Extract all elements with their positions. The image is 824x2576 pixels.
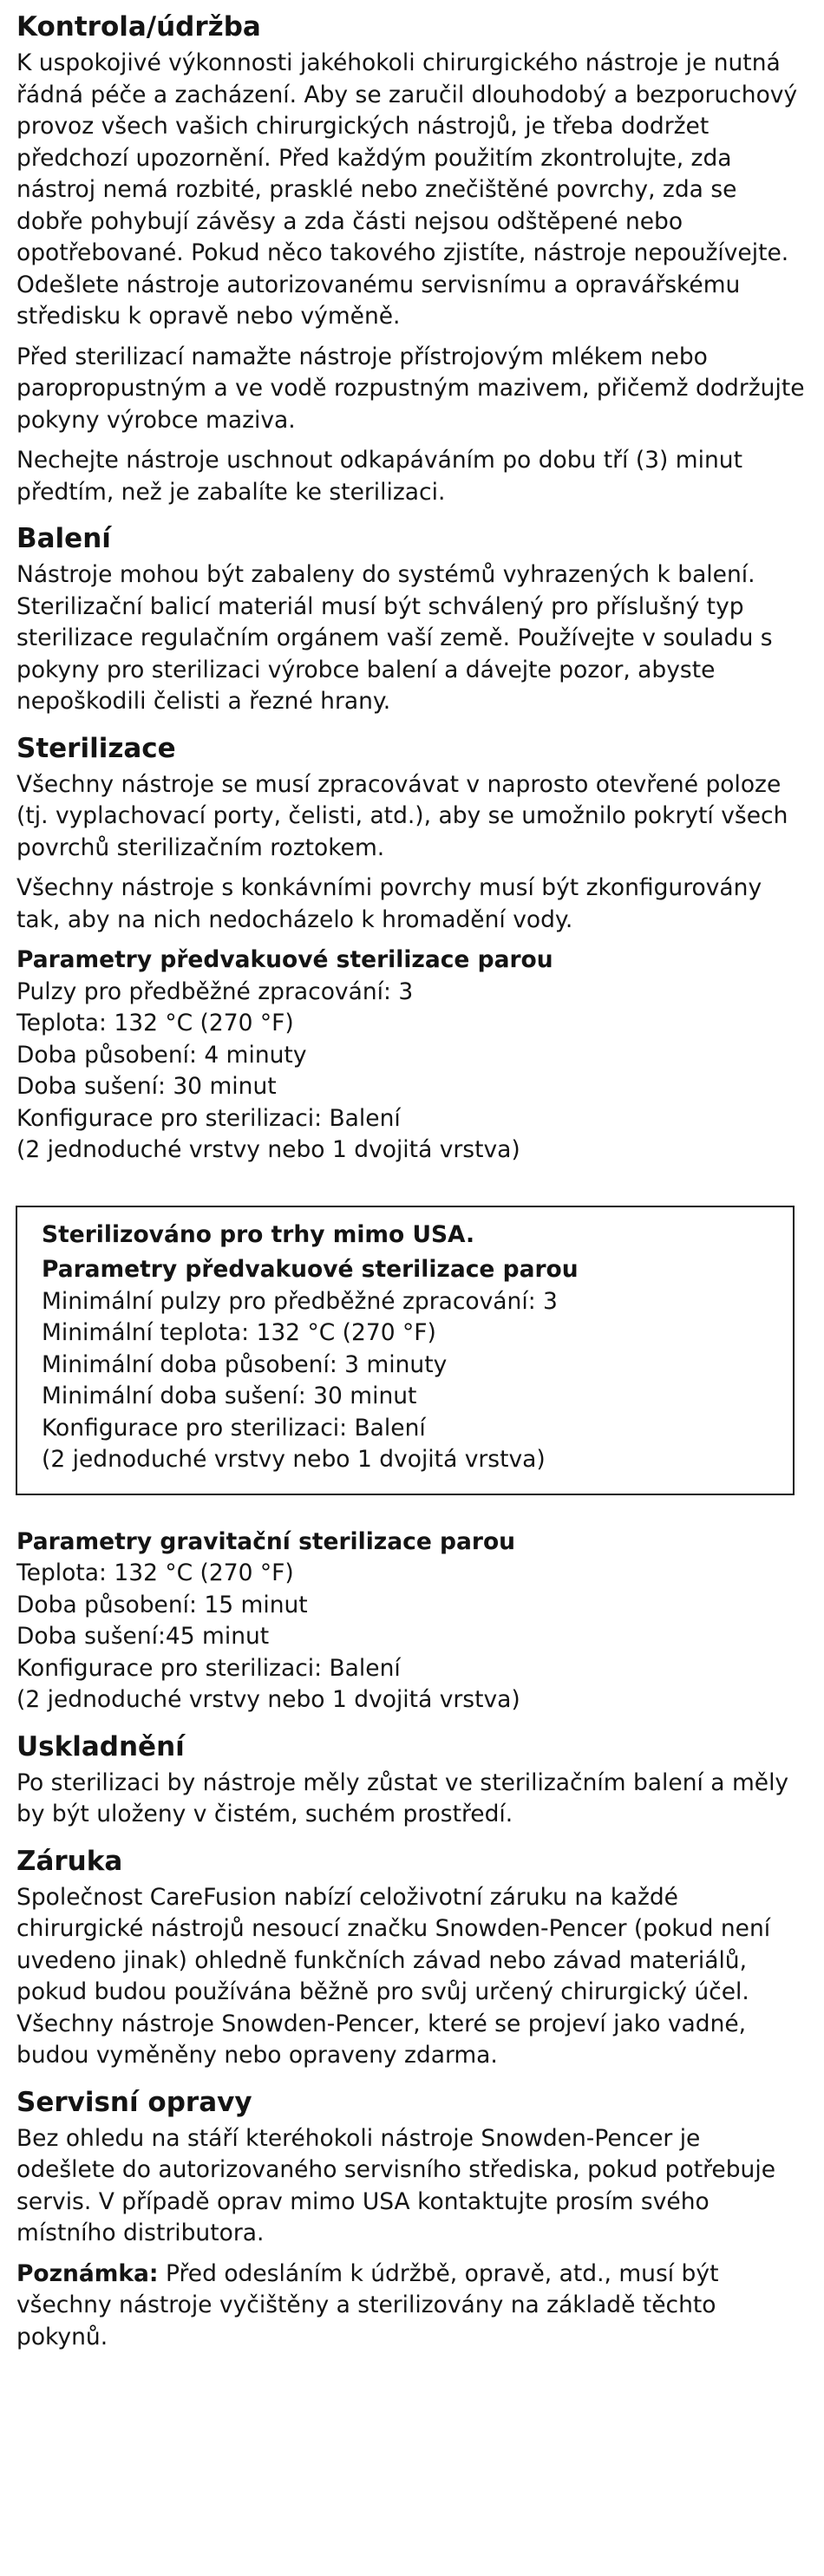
section-heading-storage: Uskladnění: [16, 1730, 185, 1762]
outside-usa-line: Minimální doba sušení: 30 minut: [42, 1383, 417, 1409]
prevacuum-line: Konfigurace pro sterilizaci: Balení: [16, 1104, 401, 1132]
section-heading-packaging: Balení: [16, 523, 111, 554]
document-content: [16, 7, 806, 2353]
prevacuum-parameters: [16, 945, 806, 1167]
section-heading-warranty: Záruka: [16, 1845, 123, 1877]
sterilization-paragraph-2: Všechny nástroje s konkávními povrchy musí být zkonfigurovány tak, aby na nich nedocházelo k hromadění vody.: [16, 874, 762, 933]
storage-paragraph-1: Po sterilizaci by nástroje měly zůstat ve sterilizačním balení a měly by být uloženy v čistém, suchém prostředí.: [16, 1769, 789, 1827]
repair-note: [16, 2259, 806, 2354]
outside-usa-line: Konfigurace pro sterilizaci: Balení: [42, 1414, 426, 1442]
gravity-line: (2 jednoduché vrstvy nebo 1 dvojitá vrstva): [16, 1686, 520, 1713]
gravity-parameters: [16, 1527, 806, 1716]
outside-usa-line: (2 jednoduché vrstvy nebo 1 dvojitá vrstva): [42, 1446, 546, 1473]
outside-usa-title: Sterilizováno pro trhy mimo USA.: [42, 1220, 475, 1248]
section-heading-repair: Servisní opravy: [16, 2086, 252, 2118]
outside-usa-line: Minimální doba působení: 3 minuty: [42, 1350, 448, 1378]
section-storage: [16, 1727, 806, 1831]
sterilization-paragraph-1: Všechny nástroje se musí zpracovávat v naprosto otevřené poloze (tj. vyplachovací porty, čelisti, atd.), aby se umožnilo pokrytí všech povrchů sterilizačním roztokem.: [16, 770, 788, 861]
outside-usa-subtitle: Parametry předvakuové sterilizace parou: [42, 1256, 579, 1283]
prevacuum-line: Doba sušení: 30 minut: [16, 1073, 277, 1100]
prevacuum-line: Pulzy pro předběžné zpracování: 3: [16, 977, 414, 1005]
warranty-paragraph-1: Společnost CareFusion nabízí celoživotní záruku na každé chirurgické nástrojů nesoucí značku Snowden-Pencer (pokud není uvedeno jinak) ohledně funkčních závad nebo závad materiálů, pokud budou používána běžně pro svůj určený chirurgický účel. Všechny nástroje Snowden-Pencer, které se projeví jako vadné, budou vyměněny nebo opraveny zdarma.: [16, 1883, 771, 2069]
section-packaging: [16, 519, 806, 718]
maintenance-paragraph-2: Před sterilizací namažte nástroje přístrojovým mlékem nebo paropropustným a ve vodě rozpustným mazivem, přičemž dodržujte pokyny výrobce maziva.: [16, 343, 805, 434]
outside-usa-line: Minimální pulzy pro předběžné zpracování: 3: [42, 1287, 558, 1315]
gravity-line: Doba sušení:45 minut: [16, 1623, 270, 1650]
outside-usa-line: Minimální teplota: 132 °C (270 °F): [42, 1319, 436, 1346]
gravity-line: Doba působení: 15 minut: [16, 1591, 308, 1618]
outside-usa-box: [16, 1206, 795, 1495]
prevacuum-title: Parametry předvakuové sterilizace parou: [16, 946, 553, 973]
gravity-title: Parametry gravitační sterilizace parou: [16, 1527, 516, 1555]
maintenance-paragraph-3: Nechejte nástroje uschnout odkapáváním po dobu tří (3) minut předtím, než je zabalíte ke sterilizaci.: [16, 447, 742, 506]
section-maintenance: [16, 7, 806, 508]
maintenance-paragraph-1: K uspokojivé výkonnosti jakéhokoli chirurgického nástroje je nutná řádná péče a zacházení. Aby se zaručil dlouhodobý a bezporuchový provoz všech vašich chirurgických nástrojů, je třeba dodržet předchozí upozornění. Před každým použitím zkontrolujte, zda nástroj nemá rozbité, prasklé nebo znečištěné povrchy, zda se dobře pohybují závěsy a zda části nejsou odštěpené nebo opotřebované. Pokud něco takového zjistíte, nástroje nepoužívejte. Odešlete nástroje autorizovanému servisnímu a opravářskému středisku k opravě nebo výměně.: [16, 49, 798, 330]
section-warranty: [16, 1841, 806, 2072]
repair-paragraph-1: Bez ohledu na stáří kteréhokoli nástroje Snowden-Pencer je odešlete do autorizovaného servisního střediska, pokud potřebuje servis. V případě oprav mimo USA kontaktujte prosím svého místního distributora.: [16, 2124, 776, 2246]
section-repair: [16, 2082, 806, 2354]
packaging-paragraph-1: Nástroje mohou být zabaleny do systémů vyhrazených k balení. Sterilizační balicí materiál musí být schválený pro příslušný typ sterilizace regulačním orgánem vaší země. Používejte v souladu s pokyny pro sterilizaci výrobce balení a dávejte pozor, abyste nepoškodili čelisti a řezné hrany.: [16, 561, 773, 715]
gravity-line: Konfigurace pro sterilizaci: Balení: [16, 1654, 401, 1682]
section-heading-sterilization: Sterilizace: [16, 732, 176, 764]
note-label: Poznámka:: [16, 2259, 159, 2287]
prevacuum-line: Doba působení: 4 minuty: [16, 1041, 307, 1069]
note-text: Před odesláním k údržbě, opravě, atd., musí být všechny nástroje vyčištěny a sterilizovány na základě těchto pokynů.: [16, 2259, 719, 2350]
section-sterilization: [16, 729, 806, 1716]
prevacuum-line: (2 jednoduché vrstvy nebo 1 dvojitá vrstva): [16, 1136, 520, 1163]
gravity-line: Teplota: 132 °C (270 °F): [16, 1559, 294, 1586]
prevacuum-line: Teplota: 132 °C (270 °F): [16, 1010, 294, 1036]
section-heading-maintenance: Kontrola/údržba: [16, 11, 261, 42]
